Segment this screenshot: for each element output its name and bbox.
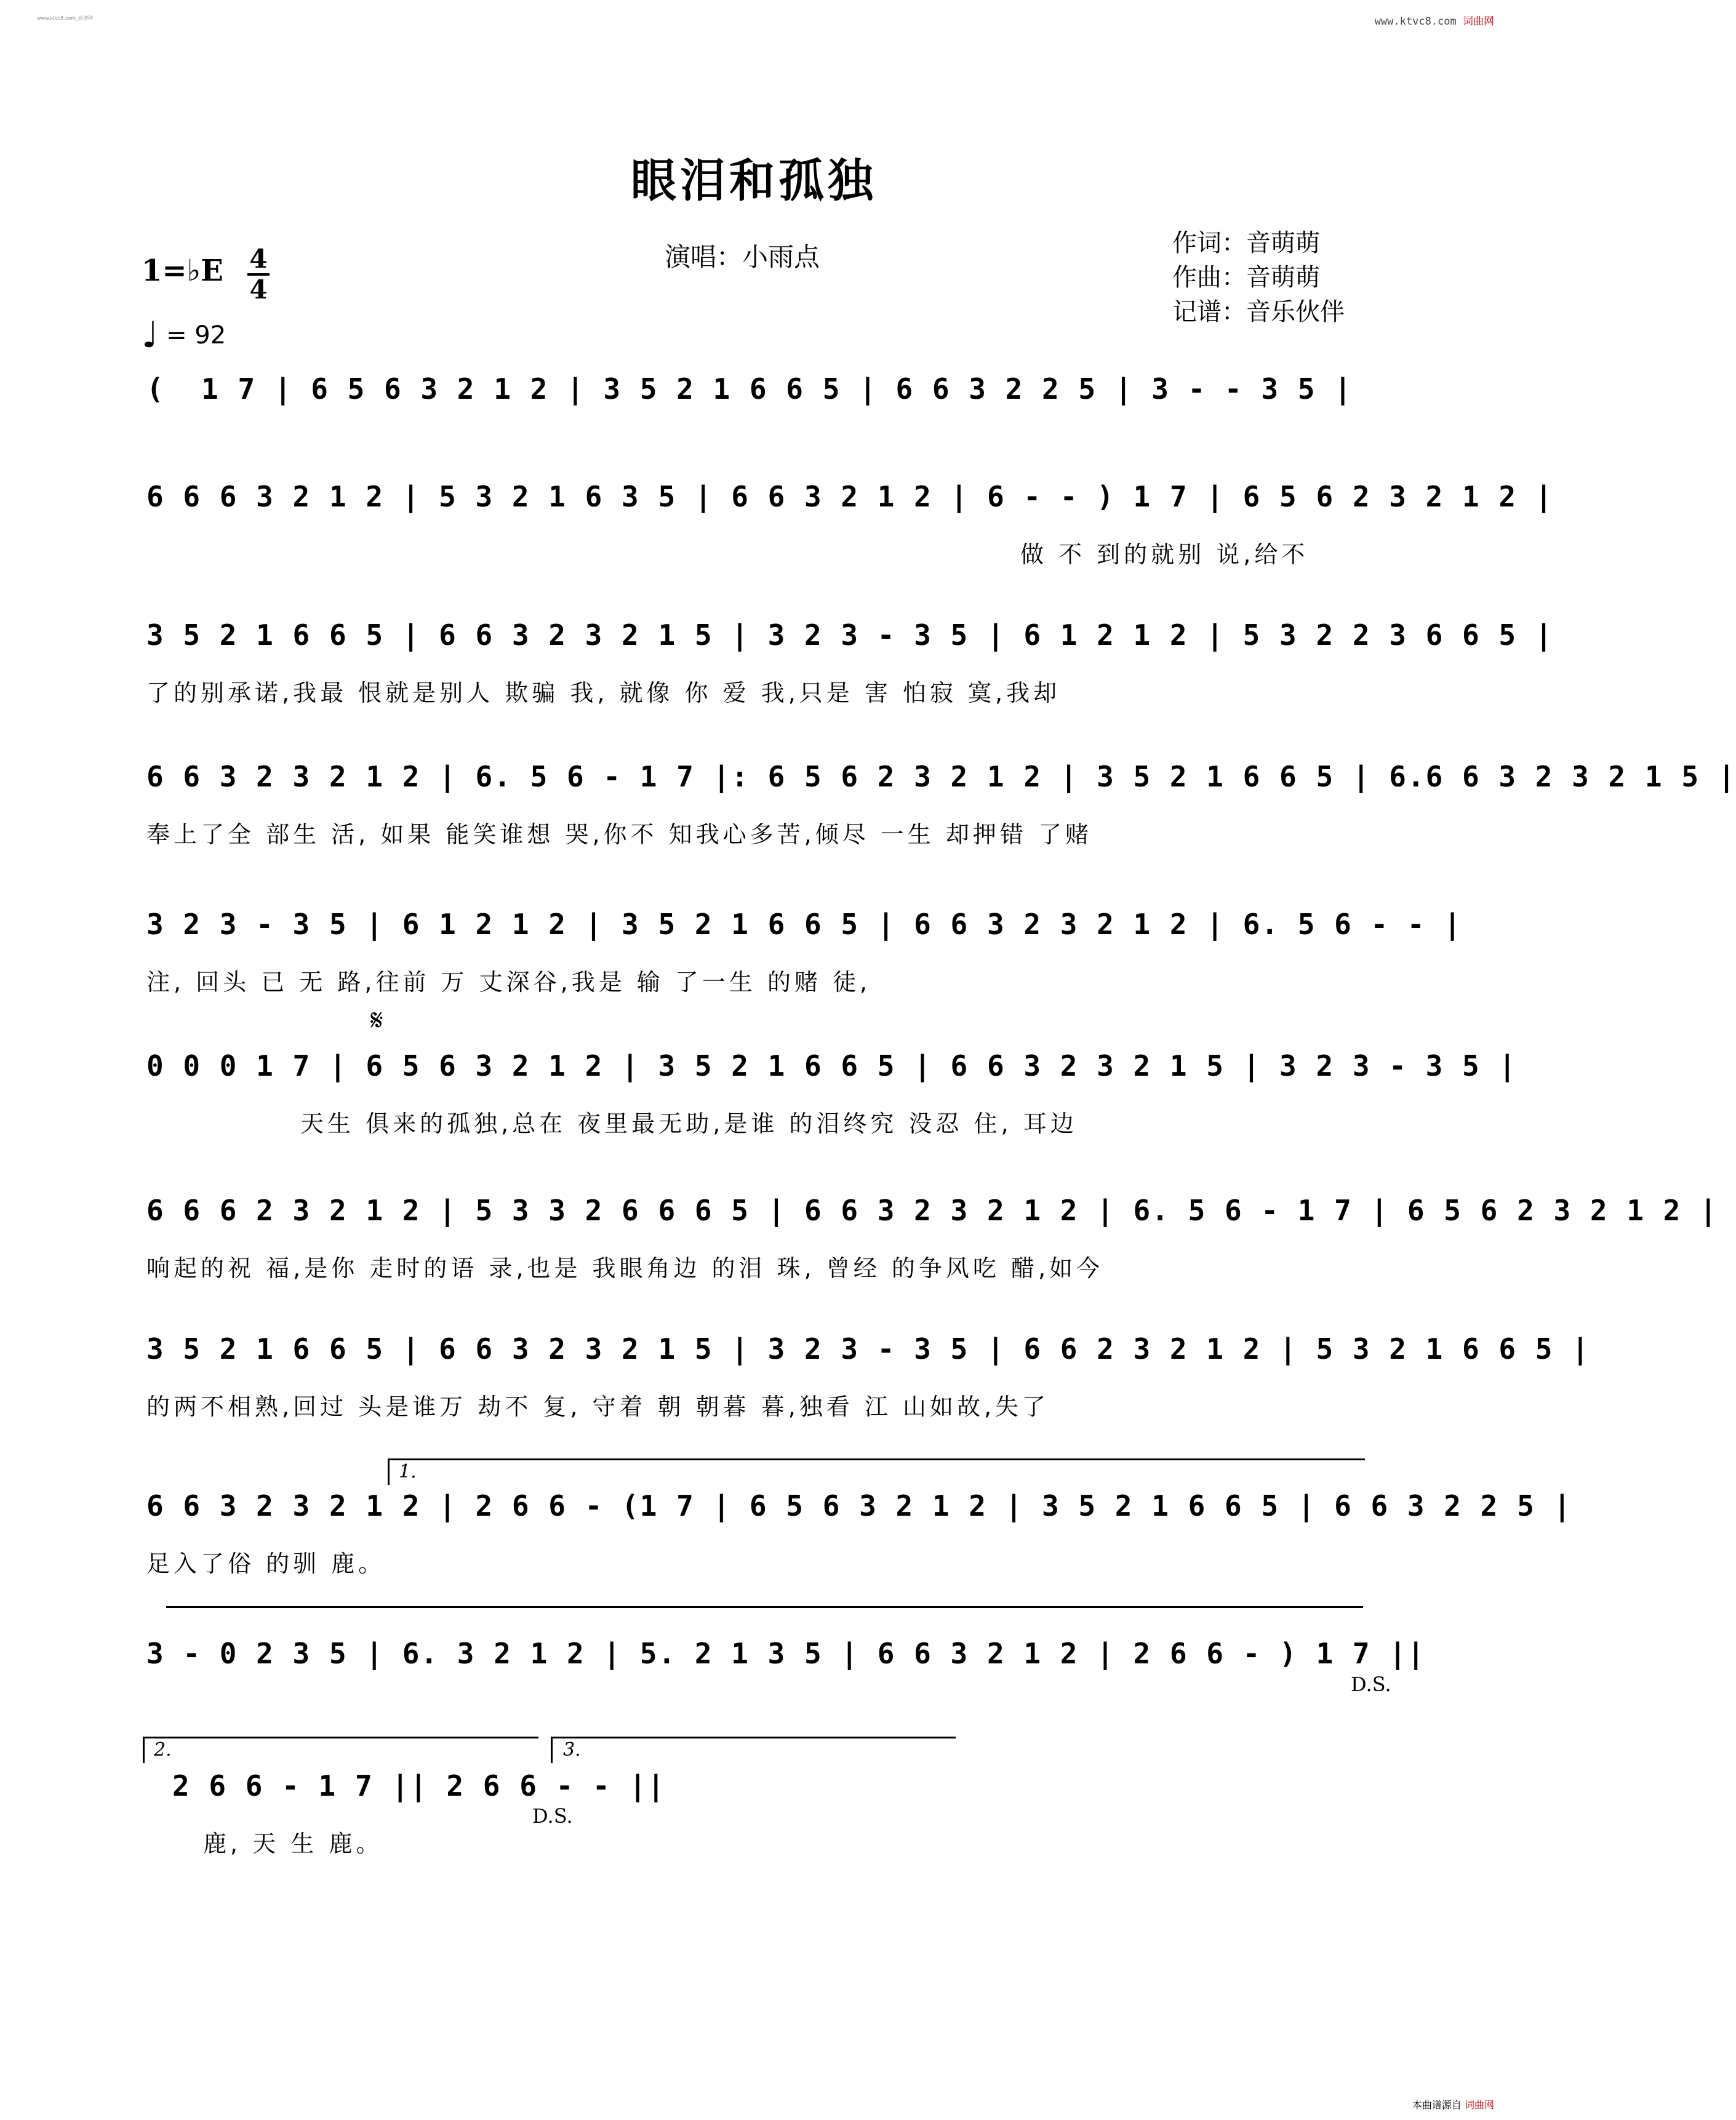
ds-marker-1: D.S. <box>1351 1673 1391 1696</box>
left-watermark-strip <box>6 0 15 2120</box>
time-sig-bottom: 4 <box>249 274 268 305</box>
notes-line: 2 6 6 - 1 7 || 2 6 6 - - || <box>172 1769 666 1802</box>
notes-line: 6 6 3 2 3 2 1 2 | 2 6 6 - (1 7 | 6 5 6 3 2 1 2 | 3 5 2 1 6 6 5 | 6 6 3 2 2 5 | <box>146 1489 1572 1522</box>
volta-label-1: 1. <box>399 1461 417 1482</box>
notes-line: ( 1 7 | 6 5 6 3 2 1 2 | 3 5 2 1 6 6 5 | 6 6 3 2 2 5 | 3 - - 3 5 | <box>146 372 1353 406</box>
key-signature: 1=♭E <box>142 254 223 288</box>
notes-line: 6 6 3 2 3 2 1 2 | 6. 5 6 - 1 7 |: 6 5 6 2 3 2 1 2 | 3 5 2 1 6 6 5 | 6.6 6 3 2 3 2 1 5 | <box>146 760 1736 793</box>
song-title: 眼泪和孤独 <box>631 154 877 207</box>
volta-bracket-3 <box>551 1737 956 1763</box>
lyrics-line: 足入了俗 的驯 鹿。 <box>146 1550 386 1577</box>
notes-line: 3 2 3 - 3 5 | 6 1 2 1 2 | 3 5 2 1 6 6 5 | 6 6 3 2 3 2 1 2 | 6. 5 6 - - | <box>146 908 1462 941</box>
notes-line: 0 0 0 1 7 | 6 5 6 3 2 1 2 | 3 5 2 1 6 6 5 | 6 6 3 2 3 2 1 5 | 3 2 3 - 3 5 | <box>146 1049 1518 1082</box>
composer: 作曲：音萌萌 <box>1172 263 1320 292</box>
segno-sign: 𝄋 <box>370 1003 383 1038</box>
lyrics-line: 注, 回头 已 无 路,往前 万 丈深谷,我是 输 了一生 的赌 徒, <box>146 969 871 996</box>
notes-line: 6 6 6 3 2 1 2 | 5 3 2 1 6 3 5 | 6 6 3 2 1 2 | 6 - - ) 1 7 | 6 5 6 2 3 2 1 2 | <box>146 480 1554 513</box>
footer-brand[interactable]: 词曲网 <box>1464 2099 1494 2111</box>
ds-marker-2: D.S. <box>532 1804 573 1828</box>
lyrics-line: 的两不相熟,回过 头是谁万 劫不 复, 守着 朝 朝暮 暮,独看 江 山如故,失了 <box>146 1393 1050 1420</box>
site-url[interactable]: www.ktvc8.com <box>1374 15 1457 28</box>
volta-bracket-1 <box>388 1458 1365 1485</box>
notes-line: 3 - 0 2 3 5 | 6. 3 2 1 2 | 5. 2 1 3 5 | 6 6 3 2 1 2 | 2 6 6 - ) 1 7 || <box>146 1637 1426 1670</box>
lyrics-line: 做 不 到的就别 说,给不 <box>1020 541 1309 568</box>
source-tag: www.ktvc8.com_曲谱网 <box>37 15 94 21</box>
transcriber: 记谱：音乐伙伴 <box>1172 298 1345 326</box>
source-footer[interactable] <box>1412 2097 1494 2111</box>
tempo-value: = 92 <box>166 321 226 350</box>
notes-line: 6 6 6 2 3 2 1 2 | 5 3 3 2 6 6 6 5 | 6 6 3 2 3 2 1 2 | 6. 5 6 - 1 7 | 6 5 6 2 3 2 1 2 | <box>146 1194 1718 1227</box>
time-signature <box>246 245 271 304</box>
volta-continuation <box>166 1606 1363 1633</box>
tempo <box>142 314 226 356</box>
lyrics-line: 了的别承诺,我最 恨就是别人 欺骗 我, 就像 你 爱 我,只是 害 怕寂 寞,我却 <box>146 679 1061 706</box>
lyrics-line: 响起的祝 福,是你 走时的语 录,也是 我眼角边 的泪 珠, 曾经 的争风吃 醋,如今 <box>146 1255 1104 1282</box>
lyricist: 作词：音萌萌 <box>1172 229 1320 257</box>
quarter-note-icon: ♩ <box>142 314 159 356</box>
notes-line: 3 5 2 1 6 6 5 | 6 6 3 2 3 2 1 5 | 3 2 3 - 3 5 | 6 1 2 1 2 | 5 3 2 2 3 6 6 5 | <box>146 618 1554 652</box>
volta-label-3: 3. <box>563 1739 581 1761</box>
lyrics-line: 天生 俱来的孤独,总在 夜里最无助,是谁 的泪终究 没忍 住, 耳边 <box>300 1110 1078 1137</box>
site-header[interactable] <box>1375 12 1494 28</box>
singer: 演唱：小雨点 <box>665 242 820 272</box>
volta-bracket-2 <box>143 1737 538 1763</box>
footer-text: 本曲谱源自 <box>1412 2099 1462 2111</box>
time-sig-top: 4 <box>249 244 268 274</box>
notes-line: 3 5 2 1 6 6 5 | 6 6 3 2 3 2 1 5 | 3 2 3 - 3 5 | 6 6 2 3 2 1 2 | 5 3 2 1 6 6 5 | <box>146 1332 1590 1366</box>
volta-label-2: 2. <box>154 1739 172 1761</box>
lyrics-line: 奉上了全 部生 活, 如果 能笑谁想 哭,你不 知我心多苦,倾尽 一生 却押错 了赌 <box>146 821 1092 848</box>
credits <box>1172 226 1345 329</box>
lyrics-line: 鹿, 天 生 鹿。 <box>203 1830 383 1857</box>
site-brand[interactable]: 词曲网 <box>1463 15 1494 28</box>
